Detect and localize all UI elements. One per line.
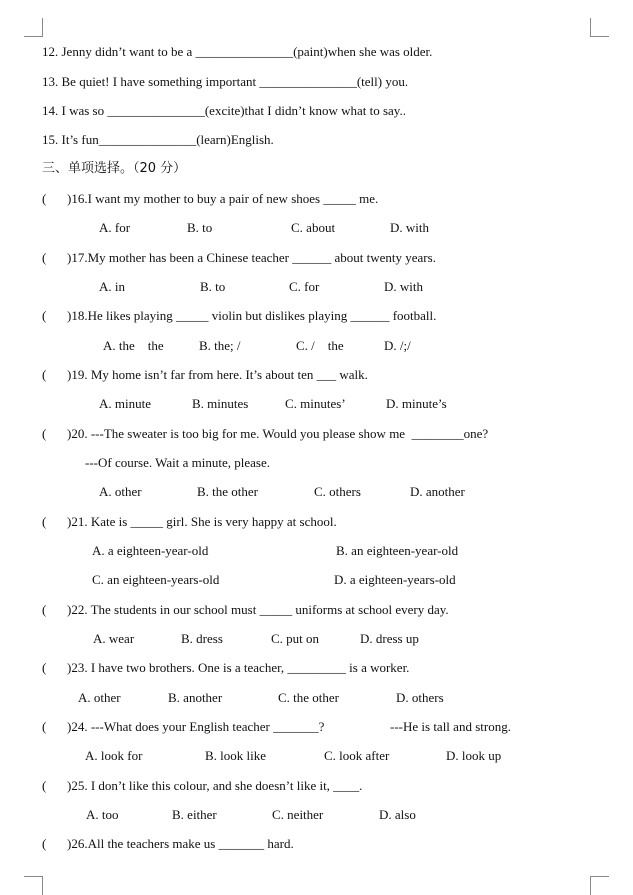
q25-option-a: A. too <box>86 807 119 822</box>
question-20: )20. ---The sweater is too big for me. Would you please show me ________one? <box>67 426 489 441</box>
q18-option-a: A. the the <box>103 338 164 353</box>
question-bracket: ( <box>42 191 47 206</box>
question-17: )17.My mother has been a Chinese teacher ______ about twenty years. <box>67 250 436 265</box>
q18-option-c: C. / the <box>296 338 344 353</box>
question-bracket: ( <box>42 367 47 382</box>
question-bracket: ( <box>42 250 47 265</box>
question-bracket: ( <box>42 836 47 851</box>
q19-option-d: D. minute’s <box>386 396 447 411</box>
q17-option-c: C. for <box>289 279 320 294</box>
q21-option-d: D. a eighteen-years-old <box>334 572 456 587</box>
question-25: )25. I don’t like this colour, and she doesn’t like it, ____. <box>67 778 363 793</box>
q17-option-b: B. to <box>200 279 226 294</box>
question-26: )26.All the teachers make us _______ hard. <box>67 836 294 851</box>
fill-in-12: 12. Jenny didn’t want to be a _______________(paint)when she was older. <box>42 44 433 59</box>
q18-option-b: B. the; / <box>199 338 241 353</box>
q16-option-b: B. to <box>187 220 213 235</box>
q18-option-d: D. /;/ <box>384 338 411 353</box>
q22-option-b: B. dress <box>181 631 223 646</box>
q24-option-d: D. look up <box>446 748 502 763</box>
crop-mark-top-left <box>24 18 43 37</box>
fill-in-15: 15. It’s fun_______________(learn)English. <box>42 132 274 147</box>
question-bracket: ( <box>42 660 47 675</box>
q19-option-a: A. minute <box>99 396 151 411</box>
q24-option-b: B. look like <box>205 748 267 763</box>
q21-option-b: B. an eighteen-year-old <box>336 543 459 558</box>
q21-option-c: C. an eighteen-years-old <box>92 572 220 587</box>
q22-option-d: D. dress up <box>360 631 419 646</box>
crop-mark-bottom-left <box>24 876 43 895</box>
question-16: )16.I want my mother to buy a pair of new shoes _____ me. <box>67 191 379 206</box>
fill-in-14: 14. I was so _______________(excite)that I didn’t know what to say.. <box>42 103 406 118</box>
q23-option-c: C. the other <box>278 690 340 705</box>
question-22: )22. The students in our school must _____ uniforms at school every day. <box>67 602 449 617</box>
question-bracket: ( <box>42 308 47 323</box>
q23-option-a: A. other <box>78 690 121 705</box>
question-bracket: ( <box>42 514 47 529</box>
q19-option-b: B. minutes <box>192 396 249 411</box>
question-bracket: ( <box>42 426 47 441</box>
question-20-reply: ---Of course. Wait a minute, please. <box>85 455 270 470</box>
fill-in-13: 13. Be quiet! I have something important _______________(tell) you. <box>42 74 409 89</box>
q21-option-a: A. a eighteen-year-old <box>92 543 209 558</box>
question-19: )19. My home isn’t far from here. It’s about ten ___ walk. <box>67 367 368 382</box>
section-title: 三、单项选择。（20 分） <box>42 161 187 176</box>
question-bracket: ( <box>42 719 47 734</box>
q23-option-b: B. another <box>168 690 223 705</box>
q25-option-d: D. also <box>379 807 416 822</box>
q22-option-a: A. wear <box>93 631 135 646</box>
q25-option-c: C. neither <box>272 807 324 822</box>
question-bracket: ( <box>42 778 47 793</box>
crop-mark-top-right <box>590 18 609 37</box>
question-21: )21. Kate is _____ girl. She is very happy at school. <box>67 514 337 529</box>
q20-option-c: C. others <box>314 484 361 499</box>
q17-option-d: D. with <box>384 279 423 294</box>
q17-option-a: A. in <box>99 279 125 294</box>
q25-option-b: B. either <box>172 807 217 822</box>
q20-option-d: D. another <box>410 484 465 499</box>
question-24-answer-hint: ---He is tall and strong. <box>390 719 511 734</box>
q24-option-c: C. look after <box>324 748 390 763</box>
question-18: )18.He likes playing _____ violin but dislikes playing ______ football. <box>67 308 437 323</box>
q23-option-d: D. others <box>396 690 444 705</box>
q20-option-a: A. other <box>99 484 142 499</box>
question-bracket: ( <box>42 602 47 617</box>
q16-option-a: A. for <box>99 220 131 235</box>
q16-option-d: D. with <box>390 220 429 235</box>
q19-option-c: C. minutes’ <box>285 396 346 411</box>
question-23: )23. I have two brothers. One is a teacher, _________ is a worker. <box>67 660 410 675</box>
q22-option-c: C. put on <box>271 631 320 646</box>
crop-mark-bottom-right <box>590 876 609 895</box>
q20-option-b: B. the other <box>197 484 259 499</box>
q24-option-a: A. look for <box>85 748 143 763</box>
question-24: )24. ---What does your English teacher _______? <box>67 719 325 734</box>
q16-option-c: C. about <box>291 220 336 235</box>
